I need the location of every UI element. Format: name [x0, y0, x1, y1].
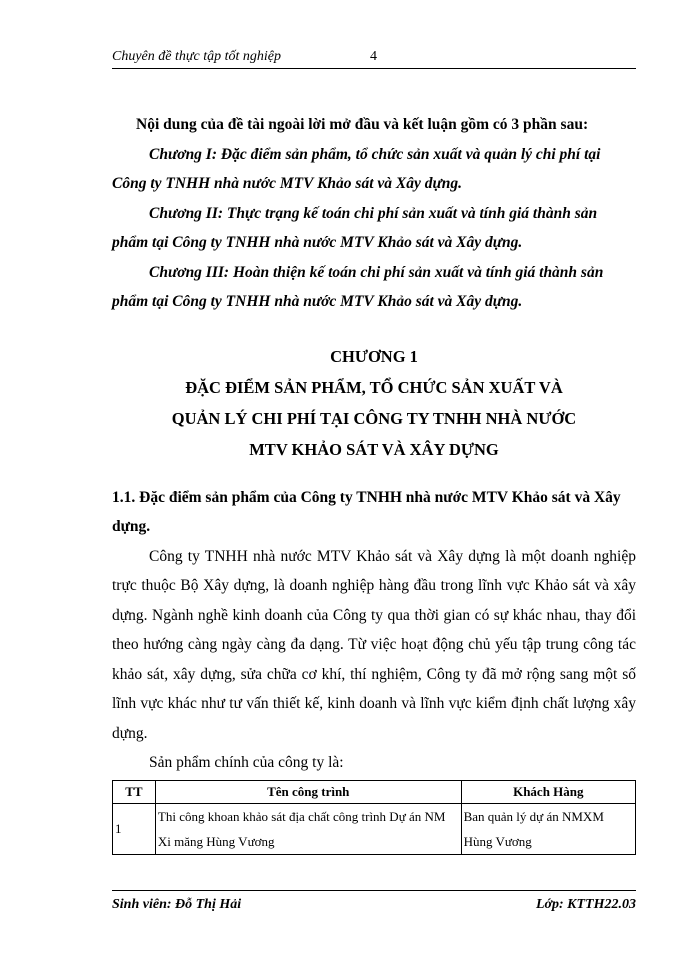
chapter-title-line-2: QUẢN LÝ CHI PHÍ TẠI CÔNG TY TNHH NHÀ NƯỚC — [171, 408, 577, 428]
chapter-summary-3: Chương III: Hoàn thiện kế toán chi phí sản xuất và tính giá thành sản phẩm tại Công ty TNHH nhà nước MTV Khảo sát và Xây dựng. — [112, 263, 604, 310]
chapter-summary-2: Chương II: Thực trạng kế toán chi phí sản xuất và tính giá thành sản phẩm tại Công ty TNHH nhà nước MTV Khảo sát và Xây dựng. — [112, 204, 598, 251]
table-cell-project: Thi công khoan khảo sát địa chất công trình Dự án NM Xi măng Hùng Vương — [155, 803, 461, 854]
chapter-summary-1: Chương I: Đặc điểm sản phẩm, tổ chức sản xuất và quản lý chi phí tại Công ty TNHH nhà nước MTV Khảo sát và Xây dựng. — [112, 145, 601, 192]
intro-line: Nội dung của đề tài ngoài lời mở đầu và kết luận gồm có 3 phần sau: — [136, 116, 589, 133]
page-header — [112, 46, 636, 69]
products-table — [112, 780, 636, 855]
table-header-project: Tên công trình — [155, 780, 461, 803]
table-header-client: Khách Hàng — [461, 780, 635, 803]
header-title: Chuyên đề thực tập tốt nghiệp — [112, 49, 281, 64]
table-row — [113, 803, 636, 854]
section-paragraph: Công ty TNHH nhà nước MTV Khảo sát và Xây dựng là một doanh nghiệp trực thuộc Bộ Xây dựng, là doanh nghiệp hàng đầu trong lĩnh vực Khảo sát và xây dựng. Ngành nghề kinh doanh của Công ty qua thời gian có sự khác nhau, thay đổi theo hướng càng ngày càng đa dạng. Từ việc hoạt động chủ yếu tập trung công tác khảo sát, xây dựng, sửa chữa cơ khí, thí nghiệm, Công ty đã mở rộng sang một số lĩnh vực khác như tư vấn thiết kế, kinh doanh và lĩnh vực kiểm định chất lượng xây dựng. — [112, 547, 636, 742]
chapter-title-line-3: MTV KHẢO SÁT VÀ XÂY DỰNG — [249, 439, 499, 459]
page-footer — [112, 890, 636, 913]
table-cell-client: Ban quản lý dự án NMXM Hùng Vương — [461, 803, 635, 854]
chapter-title-line-1: ĐẶC ĐIỂM SẢN PHẨM, TỔ CHỨC SẢN XUẤT VÀ — [185, 377, 563, 397]
table-cell-tt: 1 — [113, 803, 156, 854]
chapter-number: CHƯƠNG 1 — [330, 346, 418, 366]
section-heading: 1.1. Đặc điểm sản phẩm của Công ty TNHH nhà nước MTV Khảo sát và Xây dựng. — [112, 488, 621, 535]
table-header-tt: TT — [113, 780, 156, 803]
footer-student: Sinh viên: Đỗ Thị Hải — [112, 897, 242, 912]
chapter-heading — [112, 341, 636, 465]
page-number: 4 — [370, 49, 377, 64]
footer-class: Lớp: KTTH22.03 — [535, 897, 636, 912]
products-intro: Sản phẩm chính của công ty là: — [149, 754, 344, 771]
page-content — [112, 110, 636, 855]
table-header-row — [113, 780, 636, 803]
